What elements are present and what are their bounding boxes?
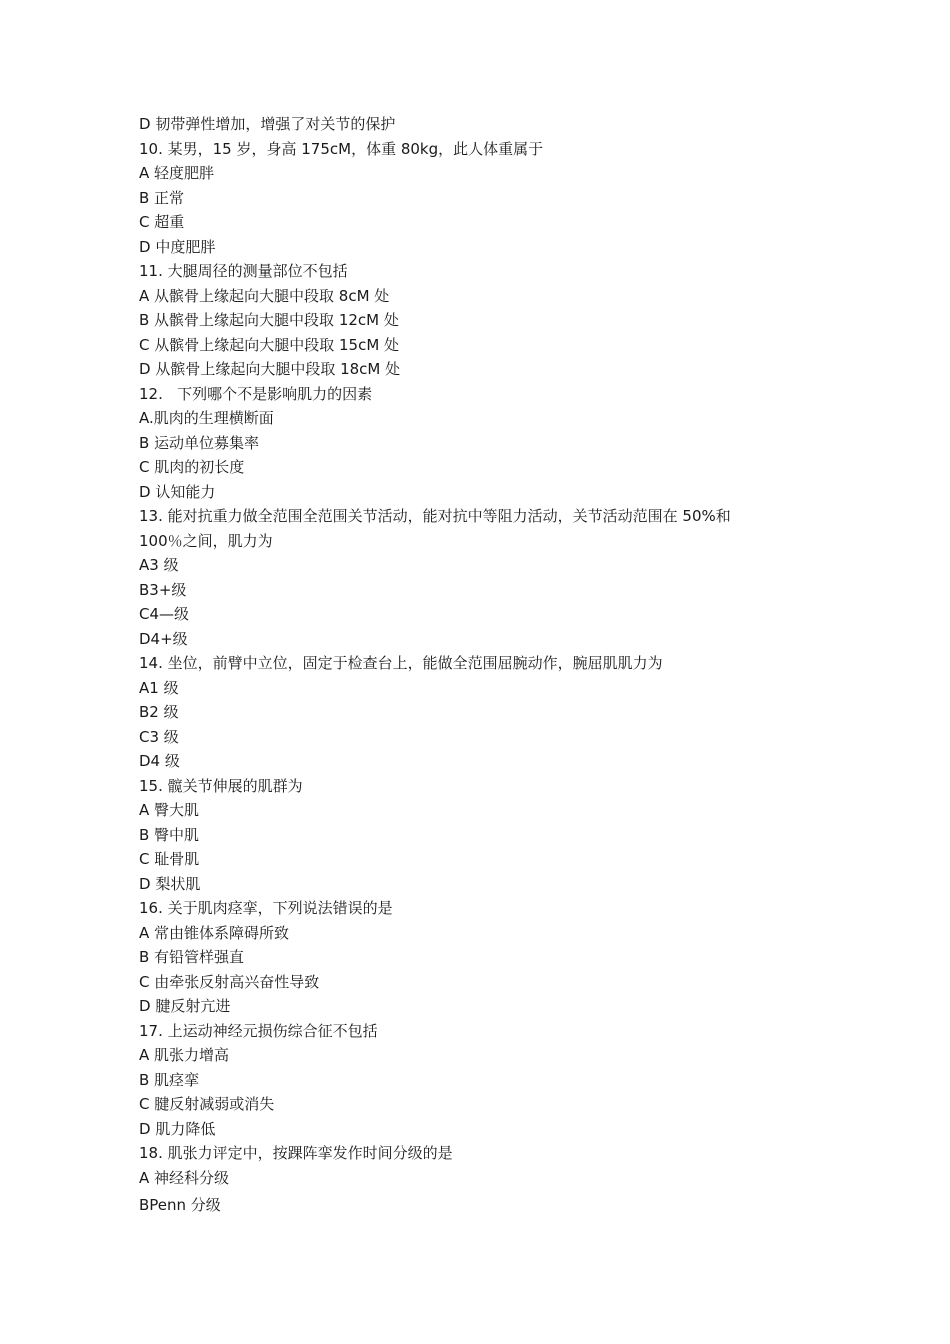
question-12-option-d: D 认知能力 — [139, 482, 216, 501]
question-11-option-a: A 从髌骨上缘起向大腿中段取 8cM 处 — [139, 286, 390, 305]
question-13-option-c: C4—级 — [139, 605, 190, 623]
question-12-option-c: C 肌肉的初长度 — [139, 458, 245, 476]
question-17-option-b: B 肌痉挛 — [139, 1070, 200, 1089]
question-11-option-b: B 从髌骨上缘起向大腿中段取 12cM 处 — [139, 311, 399, 329]
question-18-option-a: A 神经科分级 — [139, 1168, 230, 1187]
document-body — [139, 112, 819, 1218]
question-14-option-a: A1 级 — [139, 678, 179, 697]
question-16-option-a: A 常由锥体系障碍所致 — [139, 923, 290, 942]
question-12-stem: 12. 下列哪个不是影响肌力的因素 — [139, 384, 373, 403]
question-14-stem: 14. 坐位，前臂中立位，固定于检查台上，能做全范围屈腕动作，腕屈肌肌力为 — [139, 654, 663, 672]
question-15-option-d: D 梨状肌 — [139, 874, 201, 893]
question-17-stem: 17. 上运动神经元损伤综合征不包括 — [139, 1021, 378, 1040]
question-11-stem: 11. 大腿周径的测量部位不包括 — [139, 262, 348, 280]
question-12-option-a: A.肌肉的生理横断面 — [139, 409, 274, 427]
question-16-stem: 16. 关于肌肉痉挛，下列说法错误的是 — [139, 899, 393, 917]
question-13-stem-continued: 100％之间，肌力为 — [139, 531, 273, 550]
question-15-option-a: A 臀大肌 — [139, 801, 200, 819]
question-17-option-d: D 肌力降低 — [139, 1119, 216, 1138]
text-line: D 韧带弹性增加，增强了对关节的保护 — [139, 115, 396, 133]
question-10-option-b: B 正常 — [139, 188, 185, 207]
question-16-option-c: C 由牵张反射高兴奋性导致 — [139, 972, 320, 991]
question-10-option-d: D 中度肥胖 — [139, 237, 216, 256]
question-13-stem: 13. 能对抗重力做全范围全范围关节活动，能对抗中等阻力活动，关节活动范围在 50%和 — [139, 507, 731, 525]
question-15-option-c: C 耻骨肌 — [139, 850, 200, 868]
question-13-option-d: D4+级 — [139, 629, 188, 648]
question-11-option-c: C 从髌骨上缘起向大腿中段取 15cM 处 — [139, 335, 400, 354]
question-11-option-d: D 从髌骨上缘起向大腿中段取 18cM 处 — [139, 360, 401, 378]
question-10-option-a: A 轻度肥胖 — [139, 164, 215, 182]
question-13-option-b: B3+级 — [139, 580, 187, 599]
question-18-option-b: BPenn 分级 — [139, 1196, 221, 1214]
question-14-option-b: B2 级 — [139, 703, 179, 721]
question-15-option-b: B 臀中肌 — [139, 825, 200, 844]
question-17-option-c: C 腱反射减弱或消失 — [139, 1095, 275, 1113]
question-14-option-c: C3 级 — [139, 727, 179, 746]
question-12-option-b: B 运动单位募集率 — [139, 433, 260, 452]
question-13-option-a: A3 级 — [139, 556, 179, 574]
question-15-stem: 15. 髋关节伸展的肌群为 — [139, 776, 303, 795]
question-10-stem: 10. 某男，15 岁，身高 175cM，体重 80kg，此人体重属于 — [139, 139, 544, 158]
question-14-option-d: D4 级 — [139, 752, 180, 770]
question-16-option-b: B 有铅管样强直 — [139, 948, 245, 966]
question-16-option-d: D 腱反射亢进 — [139, 997, 231, 1015]
question-18-stem: 18. 肌张力评定中，按踝阵挛发作时间分级的是 — [139, 1144, 453, 1162]
question-10-option-c: C 超重 — [139, 213, 185, 231]
question-17-option-a: A 肌张力增高 — [139, 1046, 230, 1064]
